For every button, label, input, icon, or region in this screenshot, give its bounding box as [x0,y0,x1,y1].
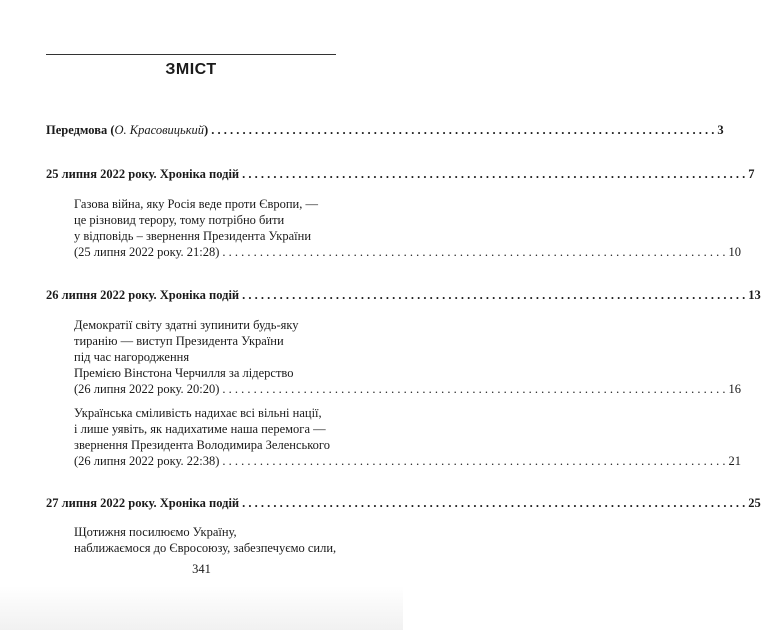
toc-entry-line: Демократії світу здатні зупинити будь-яку [74,318,299,332]
toc-entry-line: у відповідь – звернення Президента України [74,229,312,243]
page-number: 3 [717,123,724,137]
toc-entry-line: Газова війна, яку Росія веде проти Європи, — [74,197,318,211]
page-number: 25 [748,496,761,510]
page-number: 7 [748,167,755,181]
toc-entry-line: звернення Президента Володимира Зеленського [74,438,330,452]
preface-author: О. Красовицький [114,123,205,137]
toc-section-heading[interactable] [46,287,761,303]
section-title: 26 липня 2022 року. Хроніка подій [46,288,240,302]
leader-dots [242,495,745,511]
leader-dots [242,166,745,182]
page-folio: 341 [192,562,211,576]
top-rule [46,54,336,55]
page-number: 13 [748,288,761,302]
toc-entry-line: і лише уявіть, як надихатиме наша перемога — [74,422,326,436]
preface-label: Передмова ( [46,123,115,137]
page-title: ЗМІСТ [165,61,217,78]
toc-entry[interactable] [74,244,741,260]
toc-entry-line: тиранію — виступ Президента України [74,334,284,348]
entry-date: (26 липня 2022 року. 22:38) [74,454,220,468]
toc-entry[interactable] [74,453,741,469]
section-title: 25 липня 2022 року. Хроніка подій [46,167,240,181]
leader-dots [222,381,725,397]
toc-entry-line: це різновид терору, тому потрібно бити [74,213,285,227]
toc-entry-preface[interactable]: Передмова (О. Красовицький) . . . 3 [46,122,334,138]
page-number: 16 [728,382,741,396]
page-number: 10 [728,245,741,259]
page-number: 21 [728,454,741,468]
leader-dots [211,122,714,138]
toc-section-heading[interactable] [46,166,755,182]
toc-entry-line: Українська сміливість надихає всі вільні нації, [74,406,322,420]
toc-entry-line: під час нагородження [74,350,190,364]
toc-section-heading[interactable] [46,495,761,511]
leader-dots [242,287,745,303]
toc-entry-line: наближаємося до Євросоюзу, забезпечуємо сили, [74,541,337,555]
toc-entry-line: Премією Вінстона Черчилля за лідерство [74,366,294,380]
entry-date: (25 липня 2022 року. 21:28) [74,245,220,259]
entry-date: (26 липня 2022 року. 20:20) [74,382,220,396]
leader-dots [222,453,725,469]
toc-entry-line: Щотижня посилюємо Україну, [74,525,237,539]
section-title: 27 липня 2022 року. Хроніка подій [46,496,240,510]
leader-dots [222,244,725,260]
toc-entry[interactable] [74,381,741,397]
